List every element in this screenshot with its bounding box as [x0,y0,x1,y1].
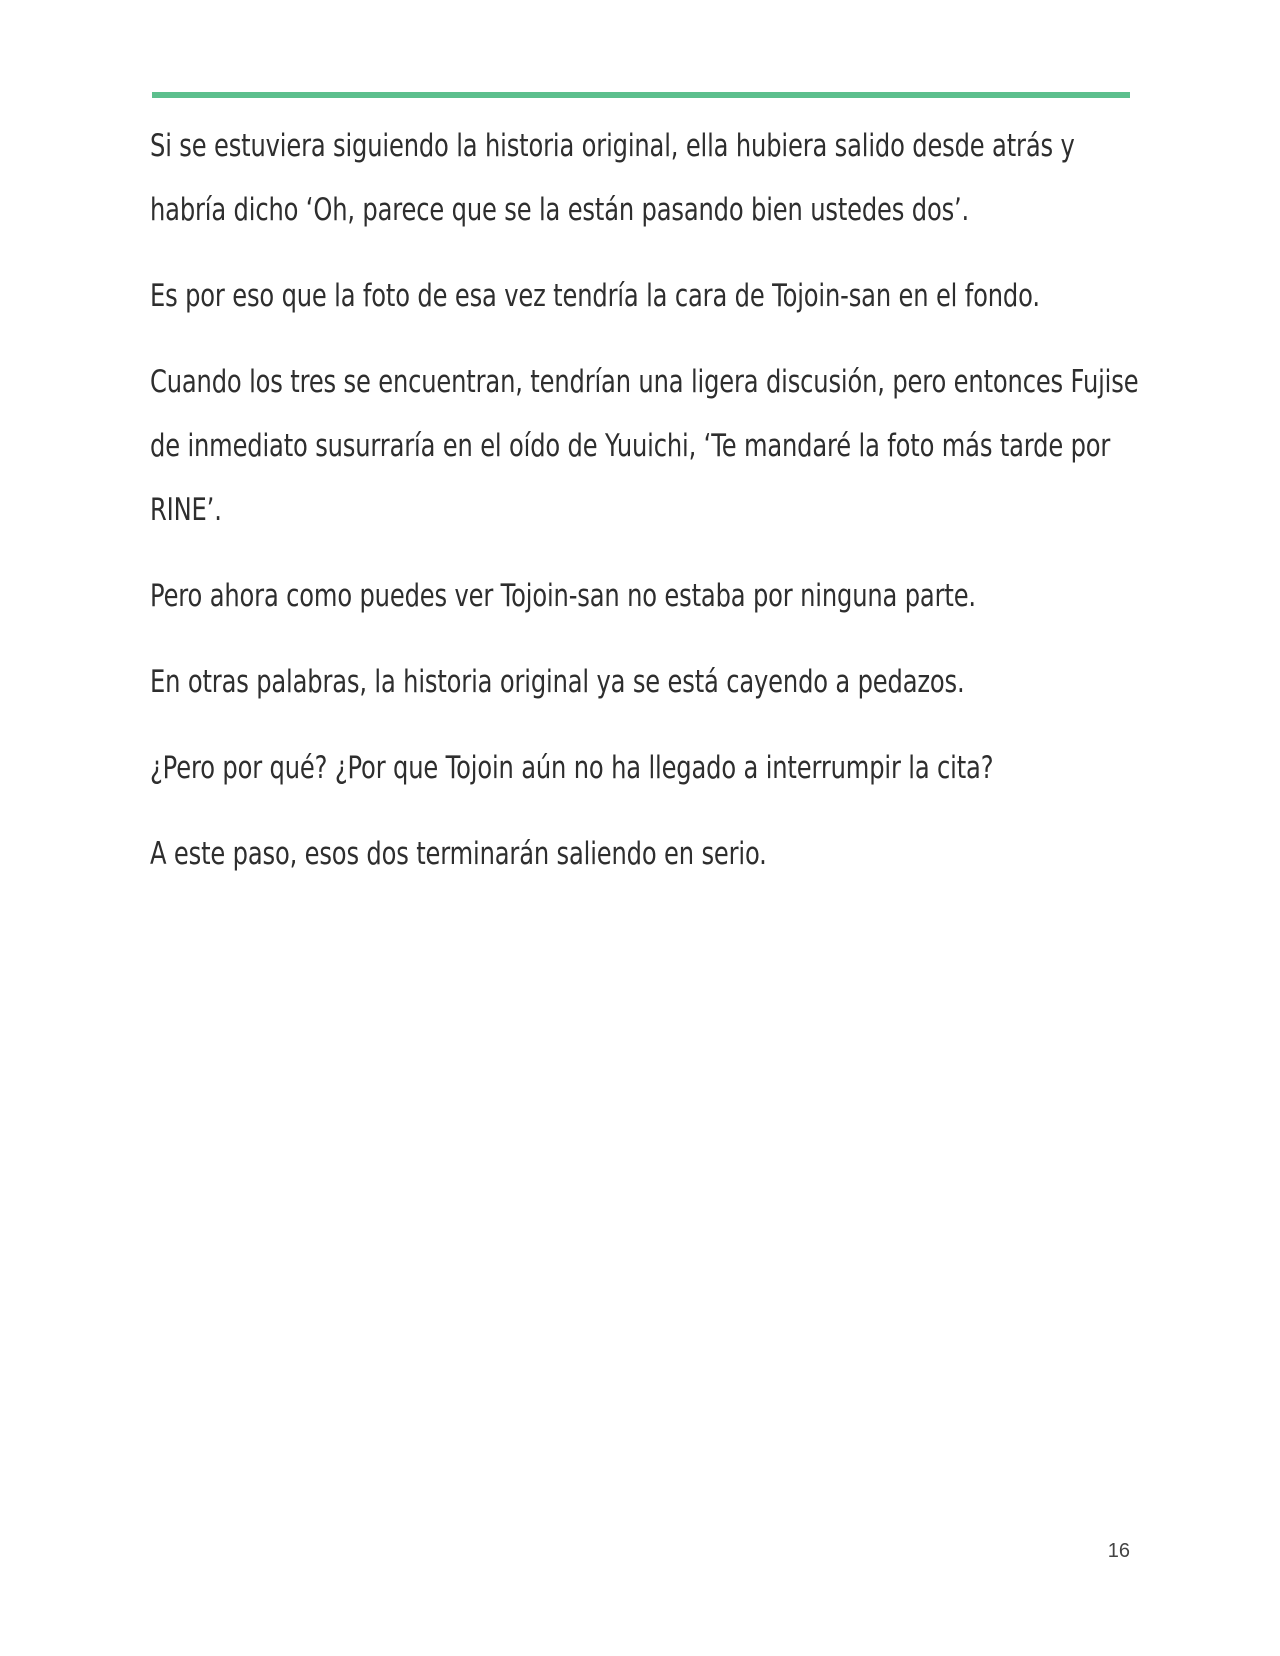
paragraph-6: ¿Pero por qué? ¿Por que Tojoin aún no ha llegado a interrumpir la cita? [150,750,994,786]
paragraph-1: Si se estuviera siguiendo la historia original, ella hubiera salido desde atrás y habría dicho ‘Oh, parece que se la están pasando bien ustedes dos’. [150,128,1075,228]
header-rule [152,92,1130,98]
paragraph-5: En otras palabras, la historia original ya se está cayendo a pedazos. [150,664,965,700]
paragraph-3: Cuando los tres se encuentran, tendrían una ligera discusión, pero entonces Fujise de inmediato susurraría en el oído de Yuuichi, ‘Te mandaré la foto más tarde por RINE’. [150,364,1139,528]
body-text [150,114,1140,908]
paragraph-2: Es por eso que la foto de esa vez tendría la cara de Tojoin-san en el fondo. [150,278,1040,314]
paragraph-7: A este paso, esos dos terminarán saliendo en serio. [150,836,767,872]
paragraph-4: Pero ahora como puedes ver Tojoin-san no estaba por ninguna parte. [150,578,976,614]
page-number: 16 [1107,1540,1130,1562]
